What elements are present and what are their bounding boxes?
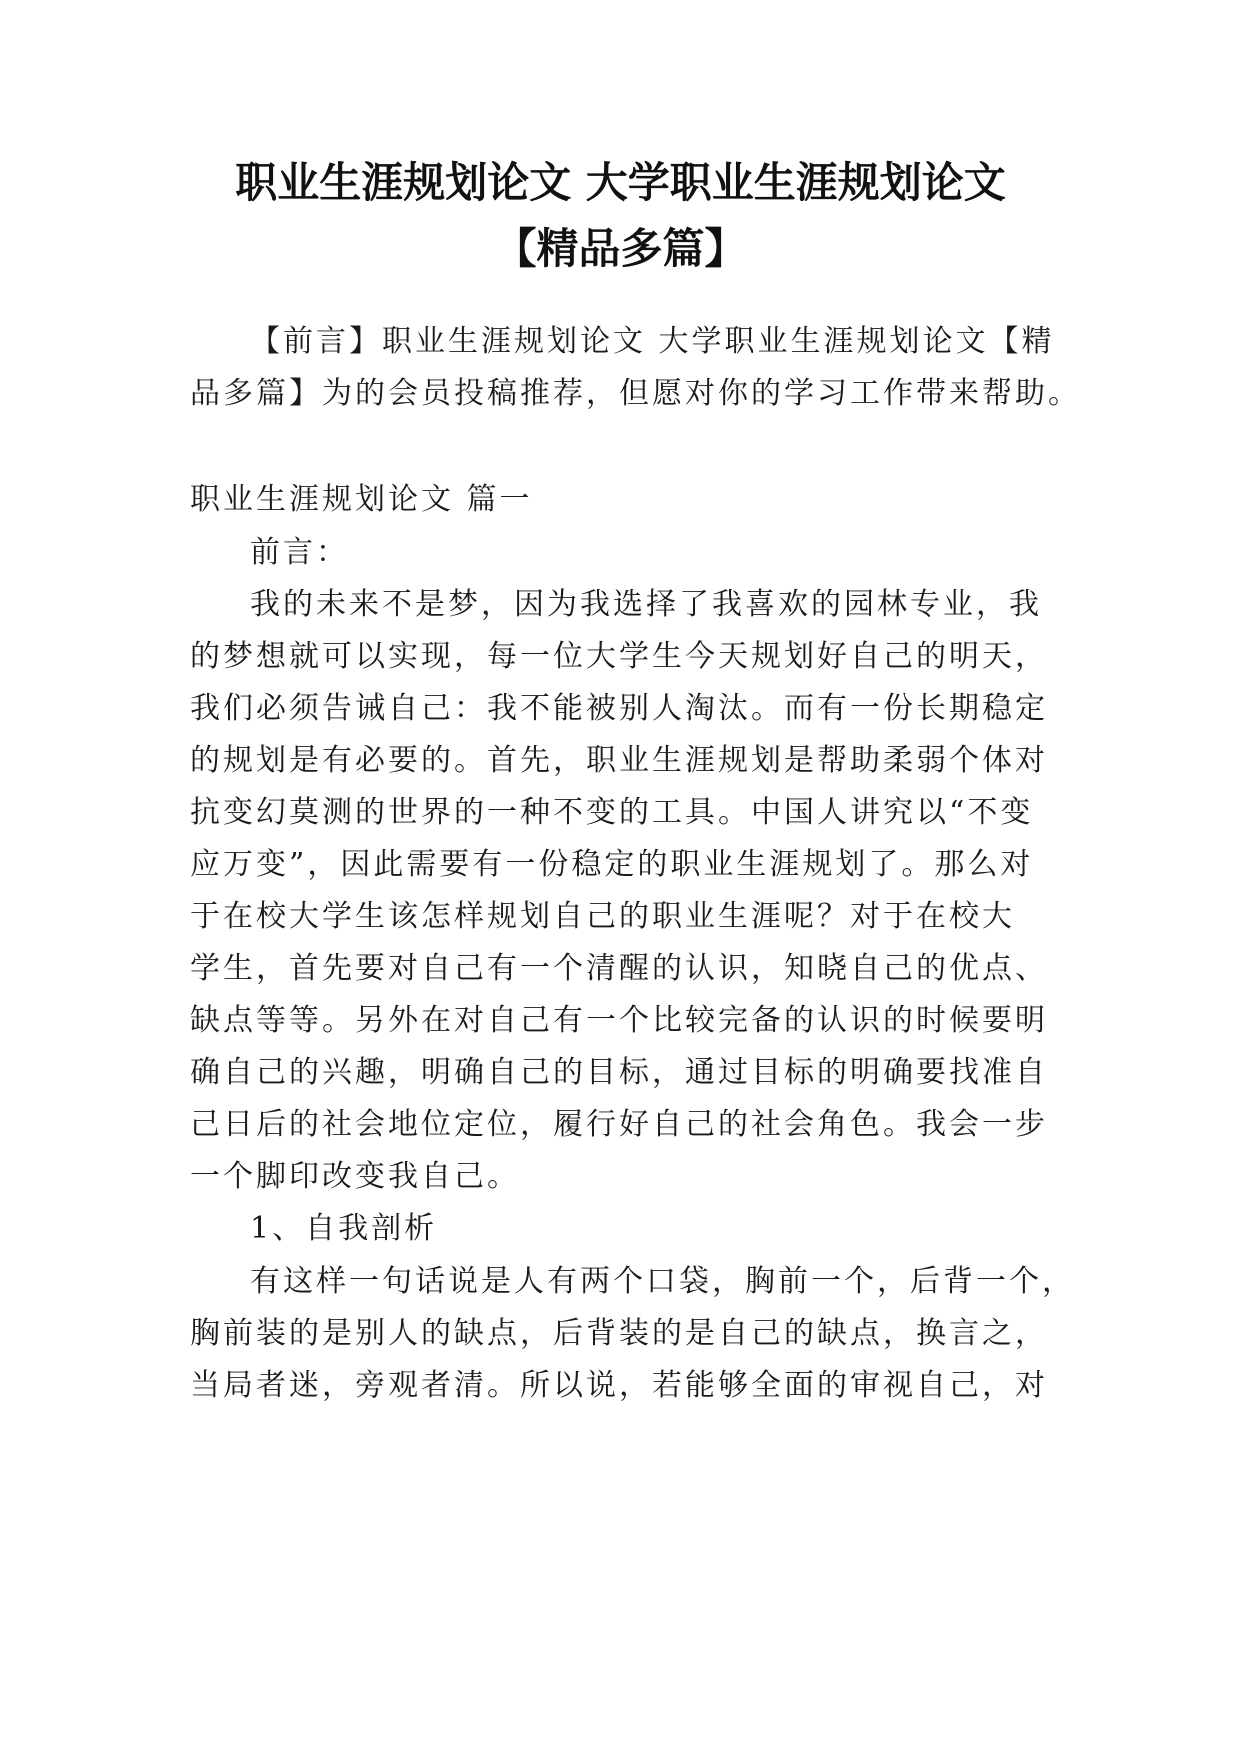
paragraph-1-line: 我的未来不是梦，因为我选择了我喜欢的园林专业，我 xyxy=(250,587,1042,622)
paragraph-1-line: 应万变”，因此需要有一份稳定的职业生涯规划了。那么对 xyxy=(190,847,1034,882)
paragraph-2-line: 胸前装的是别人的缺点，后背装的是自己的缺点，换言之， xyxy=(190,1316,1048,1351)
paragraph-1-line: 确自己的兴趣，明确自己的目标，通过目标的明确要找准自 xyxy=(190,1055,1048,1090)
paragraph-1-line: 学生，首先要对自己有一个清醒的认识，知晓自己的优点、 xyxy=(190,951,1048,986)
preface-label: 前言： xyxy=(250,535,349,570)
intro-line-2: 品多篇】为的会员投稿推荐，但愿对你的学习工作带来帮助。 xyxy=(190,376,1081,411)
paragraph-1-line: 缺点等等。另外在对自己有一个比较完备的认识的时候要明 xyxy=(190,1003,1048,1038)
paragraph-1-line: 于在校大学生该怎样规划自己的职业生涯呢？对于在校大 xyxy=(190,899,1015,934)
subheading-self-analysis: 1、自我剖析 xyxy=(250,1211,438,1246)
paragraph-1-line: 我们必须告诫自己：我不能被别人淘汰。而有一份长期稳定 xyxy=(190,691,1048,726)
document-title-line-1: 职业生涯规划论文 大学职业生涯规划论文 xyxy=(235,158,1006,207)
paragraph-1-line: 的规划是有必要的。首先，职业生涯规划是帮助柔弱个体对 xyxy=(190,743,1048,778)
paragraph-1-line: 己日后的社会地位定位，履行好自己的社会角色。我会一步 xyxy=(190,1107,1048,1142)
paragraph-2-line: 有这样一句话说是人有两个口袋，胸前一个，后背一个， xyxy=(250,1264,1075,1299)
paragraph-2-line: 当局者迷，旁观者清。所以说，若能够全面的审视自己，对 xyxy=(190,1368,1048,1403)
section-heading: 职业生涯规划论文 篇一 xyxy=(190,482,533,517)
intro-line-1: 【前言】职业生涯规划论文 大学职业生涯规划论文【精 xyxy=(250,324,1055,359)
paragraph-1-line: 的梦想就可以实现，每一位大学生今天规划好自己的明天， xyxy=(190,639,1048,674)
paragraph-1-line: 一个脚印改变我自己。 xyxy=(190,1159,520,1194)
document-title-line-2: 【精品多篇】 xyxy=(494,224,747,273)
paragraph-1-line: 抗变幻莫测的世界的一种不变的工具。中国人讲究以“不变 xyxy=(190,795,1034,830)
